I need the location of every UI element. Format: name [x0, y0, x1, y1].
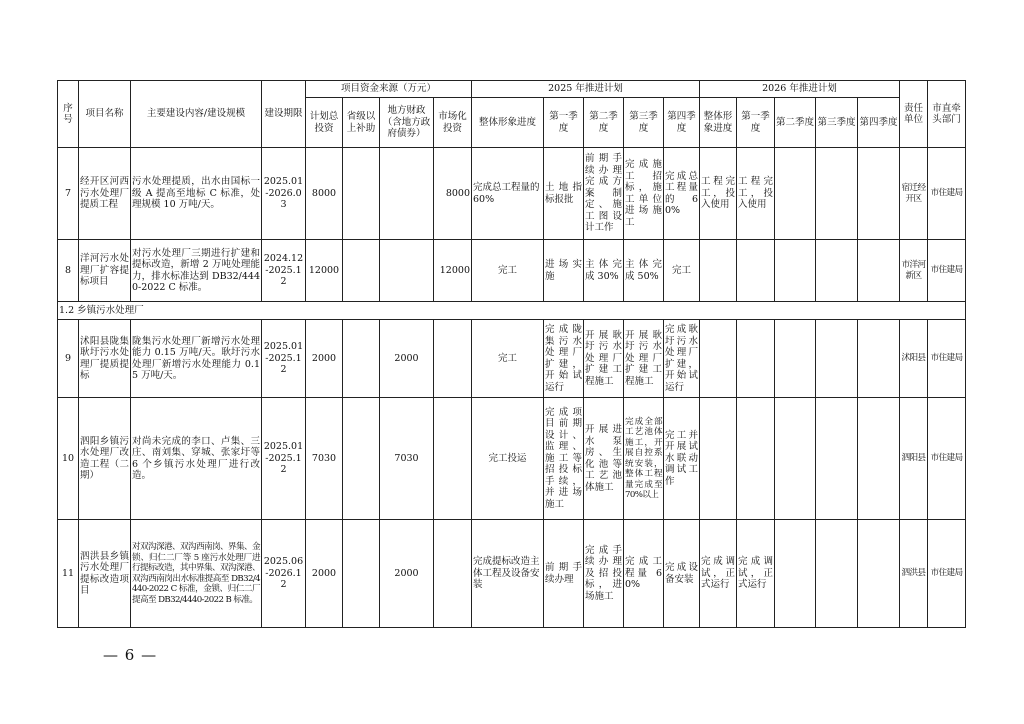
col-header-2025-q1: 第一季度: [544, 98, 584, 148]
cell-2025-q2: 开展耿圩污水处理厂扩建工程施工: [584, 320, 624, 398]
table-row: [58, 148, 966, 240]
cell-2025-overall: 完工: [472, 320, 544, 398]
cell-2026-q3: [816, 148, 858, 240]
cell-2026-q3: [816, 520, 858, 628]
cell-2025-q2: 完成手续办理及招投标，进场施工: [584, 520, 624, 628]
cell-2025-q3: 开展耿圩污水处理厂扩建工程施工: [624, 320, 664, 398]
header-row-1: [58, 81, 966, 98]
cell-2026-q4: [858, 520, 900, 628]
col-header-2026-overall: 整体形象进度: [700, 98, 737, 148]
cell-period: 2025.01-2025.12: [262, 320, 306, 398]
cell-2025-q4: 完成总工程量的 60%: [664, 148, 700, 240]
col-header-provincial: 省级以上补助: [343, 98, 380, 148]
cell-seq: 11: [58, 520, 79, 628]
cell-2026-q4: [858, 240, 900, 302]
col-header-funding-group: 项目资金来源（万元）: [306, 81, 472, 98]
cell-2026-overall: [700, 240, 737, 302]
cell-2025-q4: 完成设备安装: [664, 520, 700, 628]
cell-plan-total: 2000: [306, 320, 343, 398]
cell-provincial: [343, 148, 380, 240]
cell-content: 对污水处理厂三期进行扩建和提标改造，新增 2 万吨处理能力，排水标准达到 DB32/4440-2022 C 标准。: [131, 240, 262, 302]
cell-2026-overall: [700, 320, 737, 398]
cell-2025-overall: 完工: [472, 240, 544, 302]
cell-2026-q2: [775, 320, 816, 398]
cell-provincial: [343, 398, 380, 520]
cell-market: 8000: [434, 148, 472, 240]
cell-2025-q2: 开展进水泵房、生化池等工艺池体施工: [584, 398, 624, 520]
cell-plan-total: 8000: [306, 148, 343, 240]
cell-name: 泗洪县乡镇污水处理厂提标改造项目: [79, 520, 131, 628]
cell-2025-q1: 进场实施: [544, 240, 584, 302]
col-header-2026-plan: 2026 年推进计划: [700, 81, 900, 98]
cell-provincial: [343, 240, 380, 302]
cell-seq: 9: [58, 320, 79, 398]
cell-plan-total: 2000: [306, 520, 343, 628]
cell-2025-q3: 完成全部工艺池体施工，开展自控系统安装，整体工程量完成至 70%以上: [624, 398, 664, 520]
cell-content: 对尚未完成的李口、卢集、三庄、南刘集、穿城、张家圩等 6 个乡镇污水处理厂进行改造。: [131, 398, 262, 520]
cell-2026-overall: 完成调试，正式运行: [700, 520, 737, 628]
cell-2026-q1: [737, 398, 775, 520]
cell-2025-q4: 完工并开展试水联动调试工作: [664, 398, 700, 520]
cell-2026-q1: [737, 240, 775, 302]
cell-2026-q3: [816, 240, 858, 302]
col-header-2026-q2: 第二季度: [775, 98, 816, 148]
col-header-resp-unit: 责任单位: [900, 81, 928, 148]
cell-resp-unit: 沭阳县: [900, 320, 928, 398]
cell-local-fiscal: [380, 148, 434, 240]
cell-2026-overall: 工程完工，投入使用: [700, 148, 737, 240]
cell-resp-unit: 宿迁经开区: [900, 148, 928, 240]
cell-2026-q2: [775, 240, 816, 302]
cell-market: 12000: [434, 240, 472, 302]
cell-local-fiscal: [380, 240, 434, 302]
col-header-2026-q4: 第四季度: [858, 98, 900, 148]
cell-period: 2025.06-2026.12: [262, 520, 306, 628]
table-row: [58, 398, 966, 520]
cell-seq: 10: [58, 398, 79, 520]
cell-lead-dept: 市住建局: [928, 148, 966, 240]
col-header-2025-q4: 第四季度: [664, 98, 700, 148]
section-title: 1.2 乡镇污水处理厂: [58, 302, 966, 320]
col-header-lead-dept: 市直牵头部门: [928, 81, 966, 148]
cell-plan-total: 12000: [306, 240, 343, 302]
cell-2026-q4: [858, 398, 900, 520]
cell-2025-q1: 前期手续办理: [544, 520, 584, 628]
cell-period: 2024.12-2025.12: [262, 240, 306, 302]
col-header-period: 建设期限: [262, 81, 306, 148]
cell-2025-q3: 完成施工招标，施工单位进场施工: [624, 148, 664, 240]
page-number: — 6 —: [103, 646, 158, 664]
col-header-market: 市场化投资: [434, 98, 472, 148]
col-header-seq: 序号: [58, 81, 79, 148]
cell-name: 泗阳乡镇污水处理厂改造工程（二期）: [79, 398, 131, 520]
cell-2025-q3: 完成工程量 60%: [624, 520, 664, 628]
col-header-2026-q1: 第一季度: [737, 98, 775, 148]
cell-period: 2025.01-2026.03: [262, 148, 306, 240]
col-header-2025-q3: 第三季度: [624, 98, 664, 148]
cell-local-fiscal: 7030: [380, 398, 434, 520]
cell-market: [434, 320, 472, 398]
cell-period: 2025.01-2025.12: [262, 398, 306, 520]
col-header-content: 主要建设内容/建设规模: [131, 81, 262, 148]
col-header-plan-total: 计划总投资: [306, 98, 343, 148]
cell-seq: 7: [58, 148, 79, 240]
cell-market: [434, 520, 472, 628]
cell-2026-q2: [775, 148, 816, 240]
cell-provincial: [343, 320, 380, 398]
col-header-2025-plan: 2025 年推进计划: [472, 81, 700, 98]
cell-2025-q1: 土地指标报批: [544, 148, 584, 240]
cell-2025-q1: 完成陇集污水处理厂扩建，开始试运行: [544, 320, 584, 398]
cell-2025-q2: 主体完成 30%: [584, 240, 624, 302]
cell-lead-dept: 市住建局: [928, 520, 966, 628]
cell-content: 对双沟深港、双沟西南岗、界集、金锁、归仁二厂等 5 座污水处理厂进行提标改造，其中界集、双沟深港、双沟西南岗出水标准提高至 DB32/4440-2022 C 标准，金锁、归仁二厂提高至 DB32/4440-2022 B 标准。: [131, 520, 262, 628]
cell-resp-unit: 泗阳县: [900, 398, 928, 520]
cell-name: 经开区河西污水处理厂提质工程: [79, 148, 131, 240]
cell-content: 陇集污水处理厂新增污水处理能力 0.15 万吨/天。耿圩污水处理厂新增污水处理能力 0.15 万吨/天。: [131, 320, 262, 398]
cell-2025-q4: 完工: [664, 240, 700, 302]
cell-2026-q1: 完成调试，正式运行: [737, 520, 775, 628]
section-row: [58, 302, 966, 320]
cell-lead-dept: 市住建局: [928, 398, 966, 520]
cell-2026-q3: [816, 320, 858, 398]
cell-2026-overall: [700, 398, 737, 520]
table-row: [58, 240, 966, 302]
cell-name: 沭阳县陇集耿圩污水处理厂提质提标: [79, 320, 131, 398]
cell-lead-dept: 市住建局: [928, 240, 966, 302]
cell-name: 洋河污水处理厂扩容提标项目: [79, 240, 131, 302]
cell-2025-q4: 完成耿圩污水处理厂扩建，开始试运行: [664, 320, 700, 398]
col-header-2025-q2: 第二季度: [584, 98, 624, 148]
cell-2026-q3: [816, 398, 858, 520]
col-header-2025-overall: 整体形象进度: [472, 98, 544, 148]
cell-seq: 8: [58, 240, 79, 302]
cell-2025-q2: 前期手续办理完成方案制定、施工图设计工作: [584, 148, 624, 240]
cell-local-fiscal: 2000: [380, 320, 434, 398]
project-plan-table: [57, 80, 966, 628]
cell-2026-q2: [775, 520, 816, 628]
table-row: [58, 520, 966, 628]
cell-2026-q4: [858, 148, 900, 240]
table-row: [58, 320, 966, 398]
cell-2025-overall: 完成总工程量的 60%: [472, 148, 544, 240]
cell-2025-q3: 主体完成 50%: [624, 240, 664, 302]
cell-2026-q2: [775, 398, 816, 520]
col-header-name: 项目名称: [79, 81, 131, 148]
cell-local-fiscal: 2000: [380, 520, 434, 628]
cell-resp-unit: 泗洪县: [900, 520, 928, 628]
cell-provincial: [343, 520, 380, 628]
cell-2026-q1: [737, 320, 775, 398]
cell-market: [434, 398, 472, 520]
cell-2025-overall: 完成提标改造主体工程及设备安装: [472, 520, 544, 628]
cell-2025-overall: 完工投运: [472, 398, 544, 520]
cell-2025-q1: 完成项目前期设计、监理、施工等招投标手续，并进场施工: [544, 398, 584, 520]
cell-2026-q4: [858, 320, 900, 398]
col-header-2026-q3: 第三季度: [816, 98, 858, 148]
cell-2026-q1: 工程完工，投入使用: [737, 148, 775, 240]
cell-content: 污水处理提质，出水由国标一级 A 提高至地标 C 标准，处理规模 10 万吨/天。: [131, 148, 262, 240]
cell-lead-dept: 市住建局: [928, 320, 966, 398]
col-header-local-fiscal: 地方财政（含地方政府债券）: [380, 98, 434, 148]
cell-plan-total: 7030: [306, 398, 343, 520]
cell-resp-unit: 市洋河新区: [900, 240, 928, 302]
